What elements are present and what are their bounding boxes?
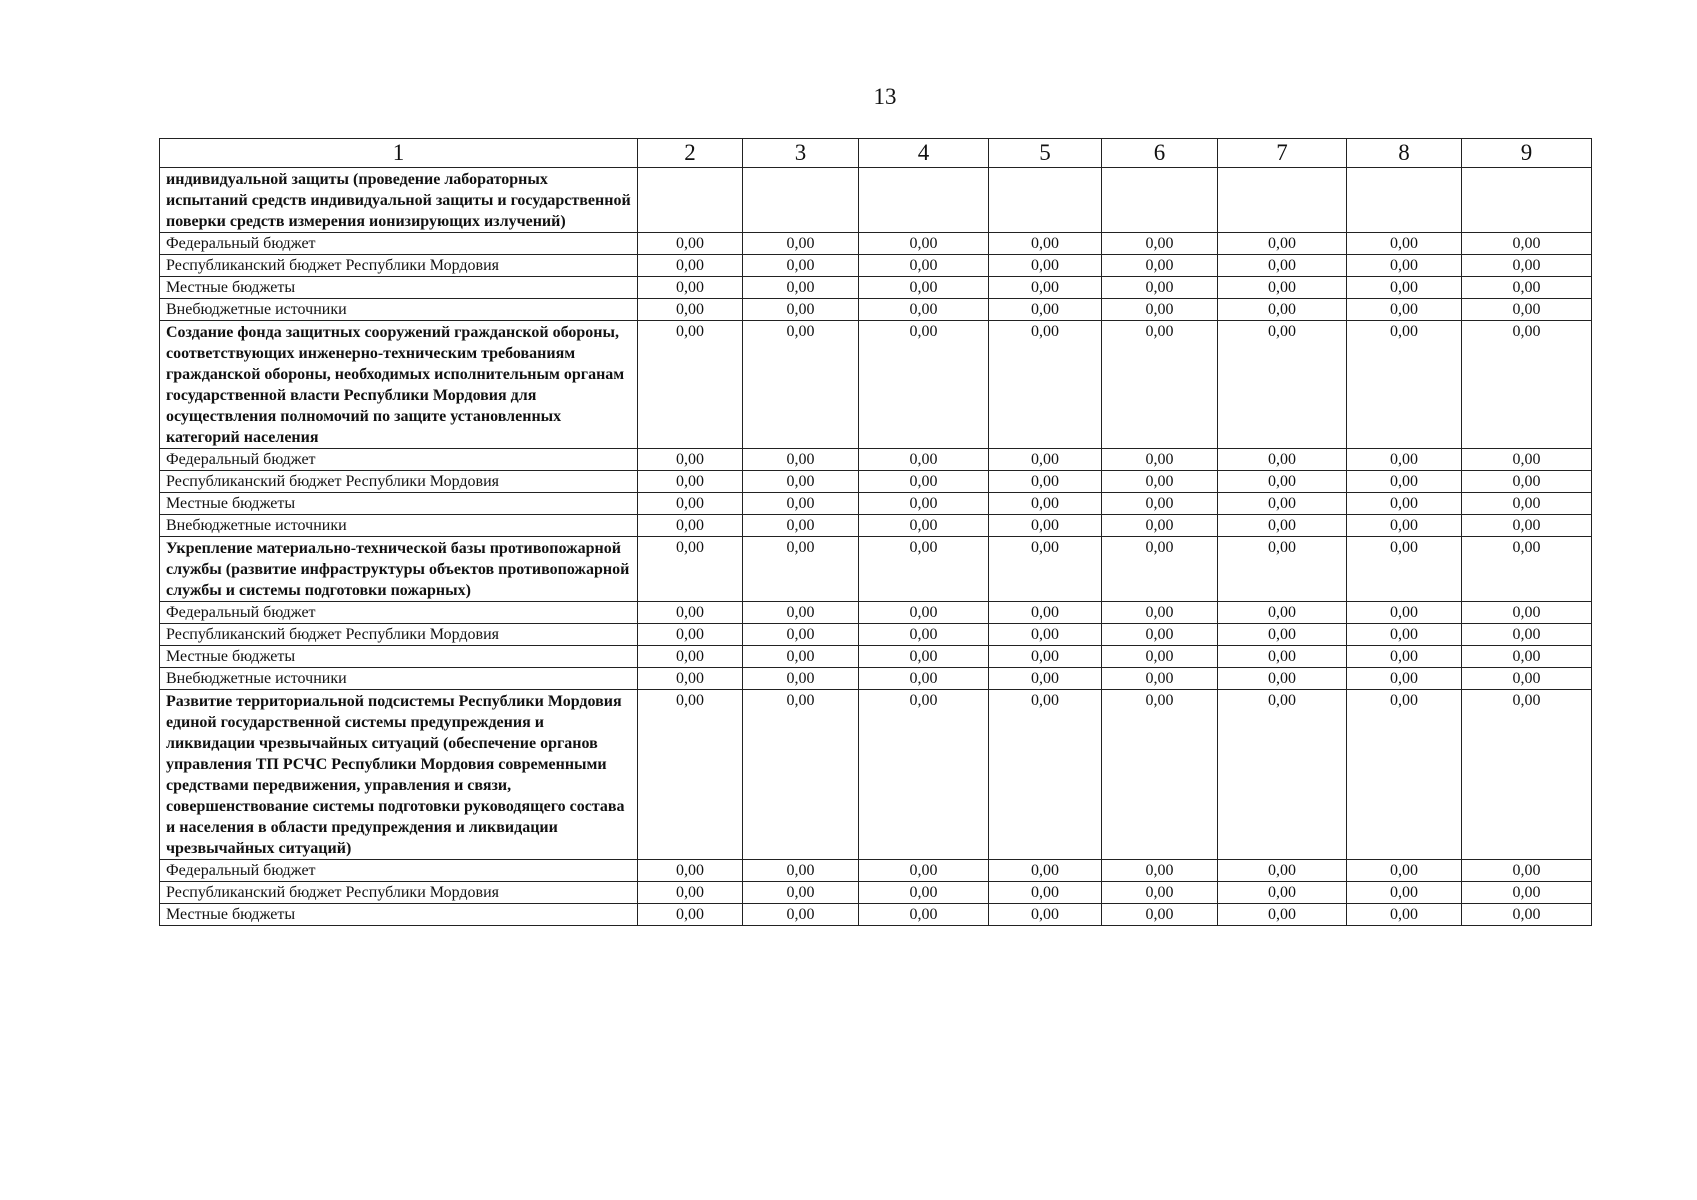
value-cell: 0,00 [743,624,859,646]
value-cell: 0,00 [1347,321,1462,449]
value-cell: 0,00 [1102,882,1218,904]
value-cell: 0,00 [1218,646,1347,668]
value-cell: 0,00 [1462,624,1592,646]
value-cell: 0,00 [743,904,859,926]
table-body [160,139,1592,926]
value-cell: 0,00 [743,299,859,321]
value-cell: 0,00 [1218,882,1347,904]
value-cell: 0,00 [859,255,989,277]
value-cell: 0,00 [638,537,743,602]
table-row-funding-source [160,299,1592,321]
value-cell: 0,00 [989,690,1102,860]
value-cell: 0,00 [638,255,743,277]
value-cell: 0,00 [1347,515,1462,537]
value-cell: 0,00 [989,602,1102,624]
funding-source-label: Внебюджетные источники [160,515,638,537]
value-cell: 0,00 [989,493,1102,515]
value-cell [1347,168,1462,233]
value-cell: 0,00 [1218,624,1347,646]
value-cell: 0,00 [1102,624,1218,646]
value-cell: 0,00 [1102,255,1218,277]
value-cell: 0,00 [859,515,989,537]
value-cell: 0,00 [743,602,859,624]
value-cell: 0,00 [1462,602,1592,624]
value-cell: 0,00 [1347,602,1462,624]
value-cell: 0,00 [743,668,859,690]
value-cell: 0,00 [1462,277,1592,299]
value-cell: 0,00 [1462,515,1592,537]
funding-source-label: Республиканский бюджет Республики Мордовия [160,255,638,277]
funding-source-label: Внебюджетные источники [160,668,638,690]
column-header: 7 [1218,139,1347,168]
value-cell: 0,00 [859,860,989,882]
value-cell: 0,00 [1102,277,1218,299]
table-row-funding-source [160,882,1592,904]
value-cell: 0,00 [638,860,743,882]
value-cell: 0,00 [1462,537,1592,602]
value-cell: 0,00 [1347,277,1462,299]
value-cell: 0,00 [989,255,1102,277]
column-header: 9 [1462,139,1592,168]
column-header: 2 [638,139,743,168]
value-cell: 0,00 [1347,624,1462,646]
value-cell: 0,00 [743,493,859,515]
column-header: 5 [989,139,1102,168]
value-cell: 0,00 [638,493,743,515]
value-cell: 0,00 [859,299,989,321]
column-header: 1 [160,139,638,168]
value-cell: 0,00 [859,493,989,515]
value-cell: 0,00 [1218,515,1347,537]
funding-source-label: Федеральный бюджет [160,860,638,882]
value-cell: 0,00 [989,646,1102,668]
value-cell: 0,00 [1218,668,1347,690]
value-cell: 0,00 [743,690,859,860]
value-cell: 0,00 [1102,646,1218,668]
value-cell: 0,00 [1102,537,1218,602]
table-row-funding-source [160,646,1592,668]
value-cell: 0,00 [638,668,743,690]
value-cell: 0,00 [1218,690,1347,860]
value-cell: 0,00 [1218,602,1347,624]
value-cell: 0,00 [1462,321,1592,449]
value-cell: 0,00 [1347,860,1462,882]
value-cell: 0,00 [989,537,1102,602]
value-cell: 0,00 [1347,299,1462,321]
value-cell: 0,00 [1102,299,1218,321]
budget-table [159,138,1592,926]
value-cell: 0,00 [1218,537,1347,602]
value-cell: 0,00 [1347,233,1462,255]
value-cell: 0,00 [989,233,1102,255]
value-cell: 0,00 [1462,449,1592,471]
value-cell: 0,00 [859,233,989,255]
section-title: Создание фонда защитных сооружений гражданской обороны, соответствующих инженерно-техническим требованиям гражданской обороны, необходимых исполнительным органам государственной власти Республики Мордовия для осуществления полномочий по защите установленных категорий населения [160,321,638,449]
value-cell: 0,00 [1462,233,1592,255]
funding-source-label: Местные бюджеты [160,904,638,926]
table-row-section [160,690,1592,860]
table-row-funding-source [160,602,1592,624]
value-cell: 0,00 [1462,904,1592,926]
value-cell: 0,00 [638,233,743,255]
value-cell: 0,00 [1462,471,1592,493]
value-cell: 0,00 [1102,904,1218,926]
value-cell: 0,00 [638,882,743,904]
funding-source-label: Внебюджетные источники [160,299,638,321]
value-cell: 0,00 [1347,882,1462,904]
table-row-funding-source [160,860,1592,882]
value-cell: 0,00 [859,904,989,926]
value-cell: 0,00 [1347,646,1462,668]
value-cell: 0,00 [1347,449,1462,471]
value-cell [1462,168,1592,233]
value-cell [638,168,743,233]
value-cell: 0,00 [1218,449,1347,471]
table-row-section [160,537,1592,602]
value-cell: 0,00 [638,277,743,299]
value-cell: 0,00 [859,471,989,493]
value-cell: 0,00 [1218,860,1347,882]
value-cell: 0,00 [859,602,989,624]
value-cell: 0,00 [989,882,1102,904]
value-cell: 0,00 [638,299,743,321]
value-cell: 0,00 [743,255,859,277]
value-cell: 0,00 [1102,233,1218,255]
column-header-row [160,139,1592,168]
value-cell: 0,00 [1462,690,1592,860]
value-cell: 0,00 [1102,602,1218,624]
value-cell: 0,00 [989,321,1102,449]
value-cell: 0,00 [989,860,1102,882]
funding-source-label: Федеральный бюджет [160,233,638,255]
section-title: Укрепление материально-технической базы противопожарной службы (развитие инфраструктуры объектов противопожарной службы и системы подготовки пожарных) [160,537,638,602]
value-cell: 0,00 [638,515,743,537]
value-cell: 0,00 [1102,515,1218,537]
value-cell: 0,00 [1218,321,1347,449]
value-cell [1218,168,1347,233]
column-header: 8 [1347,139,1462,168]
table-row-funding-source [160,255,1592,277]
value-cell: 0,00 [1218,299,1347,321]
value-cell: 0,00 [638,602,743,624]
table-row-funding-source [160,515,1592,537]
table-row-section [160,168,1592,233]
value-cell: 0,00 [859,882,989,904]
value-cell: 0,00 [1102,471,1218,493]
section-title: индивидуальной защиты (проведение лабораторных испытаний средств индивидуальной защиты и государственной поверки средств измерения ионизирующих излучений) [160,168,638,233]
value-cell: 0,00 [989,904,1102,926]
value-cell: 0,00 [859,690,989,860]
funding-source-label: Республиканский бюджет Республики Мордовия [160,471,638,493]
value-cell: 0,00 [638,624,743,646]
value-cell: 0,00 [743,537,859,602]
page-number: 13 [873,84,897,109]
value-cell: 0,00 [1347,904,1462,926]
value-cell: 0,00 [1462,299,1592,321]
table-row-funding-source [160,449,1592,471]
value-cell: 0,00 [743,882,859,904]
value-cell: 0,00 [989,471,1102,493]
value-cell: 0,00 [638,449,743,471]
value-cell: 0,00 [989,299,1102,321]
value-cell: 0,00 [1347,668,1462,690]
funding-source-label: Республиканский бюджет Республики Мордовия [160,624,638,646]
value-cell: 0,00 [1462,646,1592,668]
funding-source-label: Местные бюджеты [160,277,638,299]
value-cell: 0,00 [1102,449,1218,471]
value-cell: 0,00 [859,277,989,299]
value-cell: 0,00 [1347,471,1462,493]
value-cell: 0,00 [989,668,1102,690]
value-cell: 0,00 [1347,537,1462,602]
value-cell: 0,00 [1218,277,1347,299]
value-cell: 0,00 [989,449,1102,471]
value-cell: 0,00 [1347,690,1462,860]
value-cell: 0,00 [638,321,743,449]
value-cell: 0,00 [1102,668,1218,690]
value-cell: 0,00 [859,449,989,471]
value-cell [859,168,989,233]
value-cell: 0,00 [1218,233,1347,255]
table-row-funding-source [160,668,1592,690]
value-cell: 0,00 [743,277,859,299]
value-cell: 0,00 [1102,690,1218,860]
value-cell: 0,00 [859,321,989,449]
column-header: 6 [1102,139,1218,168]
value-cell: 0,00 [1462,668,1592,690]
value-cell: 0,00 [1102,493,1218,515]
value-cell: 0,00 [1462,255,1592,277]
value-cell: 0,00 [859,668,989,690]
funding-source-label: Федеральный бюджет [160,449,638,471]
value-cell: 0,00 [1462,882,1592,904]
value-cell: 0,00 [743,471,859,493]
funding-source-label: Федеральный бюджет [160,602,638,624]
value-cell: 0,00 [989,277,1102,299]
value-cell: 0,00 [743,321,859,449]
table-row-funding-source [160,277,1592,299]
value-cell: 0,00 [743,233,859,255]
value-cell: 0,00 [638,690,743,860]
value-cell: 0,00 [743,860,859,882]
value-cell [989,168,1102,233]
table-row-funding-source [160,233,1592,255]
funding-source-label: Местные бюджеты [160,646,638,668]
value-cell: 0,00 [743,449,859,471]
table-row-funding-source [160,624,1592,646]
value-cell: 0,00 [638,471,743,493]
value-cell: 0,00 [1218,255,1347,277]
column-header: 4 [859,139,989,168]
table-row-funding-source [160,904,1592,926]
table-row-funding-source [160,471,1592,493]
table-row-funding-source [160,493,1592,515]
value-cell [743,168,859,233]
section-title: Развитие территориальной подсистемы Республики Мордовия единой государственной системы предупреждения и ликвидации чрезвычайных ситуаций (обеспечение органов управления ТП РСЧС Республики Мордовия современными средствами передвижения, управления и связи, совершенствование системы подготовки руководящего состава и населения в области предупреждения и ликвидации чрезвычайных ситуаций) [160,690,638,860]
value-cell: 0,00 [859,646,989,668]
value-cell: 0,00 [638,904,743,926]
value-cell: 0,00 [1347,493,1462,515]
table-row-section [160,321,1592,449]
value-cell: 0,00 [989,624,1102,646]
value-cell: 0,00 [1462,493,1592,515]
value-cell [1102,168,1218,233]
value-cell: 0,00 [1347,255,1462,277]
value-cell: 0,00 [1462,860,1592,882]
funding-source-label: Местные бюджеты [160,493,638,515]
value-cell: 0,00 [1218,493,1347,515]
value-cell: 0,00 [1102,321,1218,449]
value-cell: 0,00 [743,646,859,668]
value-cell: 0,00 [1218,904,1347,926]
value-cell: 0,00 [859,624,989,646]
value-cell: 0,00 [743,515,859,537]
value-cell: 0,00 [1102,860,1218,882]
value-cell: 0,00 [1218,471,1347,493]
value-cell: 0,00 [638,646,743,668]
funding-source-label: Республиканский бюджет Республики Мордовия [160,882,638,904]
column-header: 3 [743,139,859,168]
value-cell: 0,00 [859,537,989,602]
value-cell: 0,00 [989,515,1102,537]
